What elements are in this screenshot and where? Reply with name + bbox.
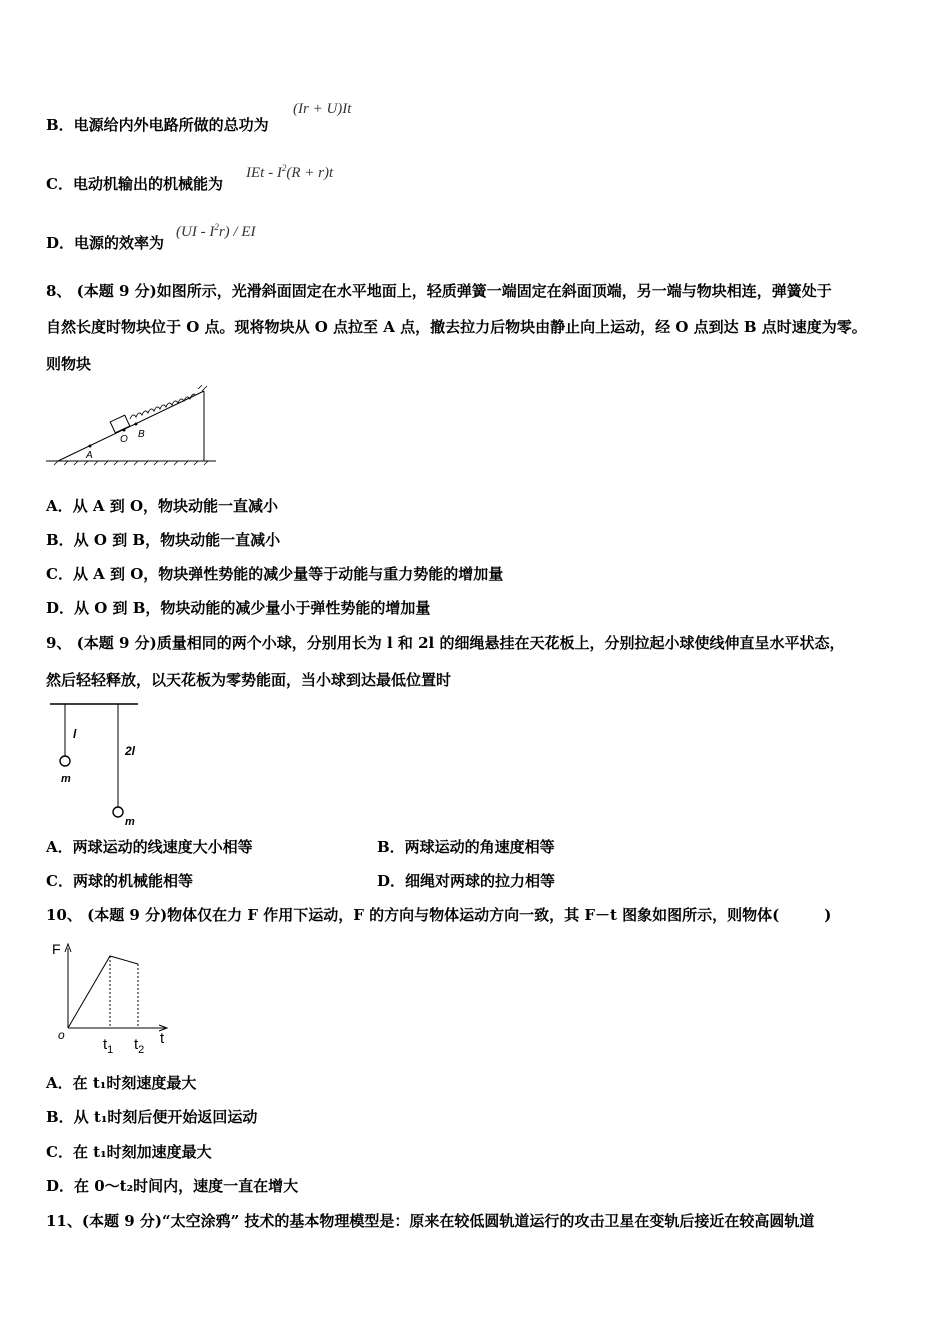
ball-short (60, 756, 70, 766)
block (110, 415, 130, 433)
ground-hatch (54, 461, 208, 465)
label-2l: 2l (125, 744, 136, 758)
point-b (135, 423, 138, 426)
q8-stem-line3: 则物块 (46, 355, 92, 373)
q8-option-c: C．从 A 到 O，物块弹性势能的减少量等于动能与重力势能的增加量 (46, 565, 504, 583)
label-l: l (73, 727, 77, 741)
force-curve (68, 956, 138, 1028)
q9-option-b: B．两球运动的角速度相等 (377, 838, 555, 856)
point-a (89, 445, 92, 448)
spring (130, 394, 195, 419)
q9-pendulum-figure (46, 700, 146, 830)
incline-top-hatch (198, 385, 207, 391)
q8-stem-line2: 自然长度时物块位于 O 点。现将物块从 O 点拉至 A 点，撤去拉力后物块由静止向上运动，经 O 点到达 B 点时速度为零。 (46, 318, 867, 336)
q8-option-b: B．从 O 到 B，物块动能一直减小 (46, 531, 281, 549)
incline-surface (58, 391, 204, 461)
q9-stem-line2: 然后轻轻释放，以天花板为零势能面，当小球到达最低位置时 (46, 671, 452, 689)
q7-option-d-text: D．电源的效率为 (46, 234, 165, 252)
q10-option-c: C．在 t₁时刻加速度最大 (46, 1143, 212, 1161)
q7-option-d (46, 234, 164, 252)
q7-option-b (46, 116, 269, 134)
label-f: F (52, 941, 61, 957)
label-t2: $t_2$ (134, 1036, 145, 1056)
label-a: A (86, 450, 93, 461)
point-o (123, 429, 126, 432)
q9-option-c: C．两球的机械能相等 (46, 872, 193, 890)
q8-incline-figure (44, 385, 219, 470)
q10-option-a: A．在 t₁时刻速度最大 (46, 1074, 197, 1092)
q8-stem-line1: 8、 (本题 9 分)如图所示，光滑斜面固定在水平地面上，轻质弹簧一端固定在斜面顶端，另一端与物块相连，弹簧处于 (46, 282, 832, 300)
q10-option-b: B．从 t₁时刻后便开始返回运动 (46, 1108, 258, 1126)
q8-option-a: A．从 A 到 O，物块动能一直减小 (46, 497, 279, 515)
label-origin: o (58, 1028, 65, 1042)
label-b: B (138, 429, 145, 440)
label-t1: $t_1$ (103, 1036, 114, 1056)
q7-option-d-formula: $(UI - I^2r)$ / EI (176, 222, 256, 240)
q8-option-d: D．从 O 到 B，物块动能的减少量小于弹性势能的增加量 (46, 599, 431, 617)
q7-option-c-text: C．电动机输出的机械能为 (46, 175, 223, 193)
q10-ft-graph (50, 938, 180, 1060)
label-m1: m (61, 773, 71, 785)
q7-option-c (46, 175, 223, 193)
q7-option-b-formula: (Ir + U)It (293, 101, 352, 117)
q7-option-b-text: B．电源给内外电路所做的总功为 (46, 116, 269, 134)
q9-option-a: A．两球运动的线速度大小相等 (46, 838, 253, 856)
q9-stem-line1: 9、 (本题 9 分)质量相同的两个小球，分别用长为 l 和 2l 的细绳悬挂在天花板上，分别拉起小球使线伸直呈水平状态， (46, 634, 845, 652)
label-t-axis: t (160, 1030, 165, 1047)
q11-stem-line1: 11、(本题 9 分)“太空涂鸦” 技术的基本物理模型是：原来在较低圆轨道运行的攻击卫星在变轨后接近在较高圆轨道 (46, 1212, 815, 1230)
q7-option-c-formula: IEt - $I^2(R + r)t$ (246, 163, 334, 181)
q9-option-d: D．细绳对两球的拉力相等 (377, 872, 556, 890)
label-o: O (120, 434, 128, 445)
label-m2: m (125, 816, 135, 828)
q10-stem-line1: 10、 (本题 9 分)物体仅在力 F 作用下运动，F 的方向与物体运动方向一致，其 F－t 图象如图所示，则物体( ) (46, 906, 832, 924)
q10-option-d: D．在 0～t₂时间内，速度一直在增大 (46, 1177, 299, 1195)
ball-long (113, 807, 123, 817)
